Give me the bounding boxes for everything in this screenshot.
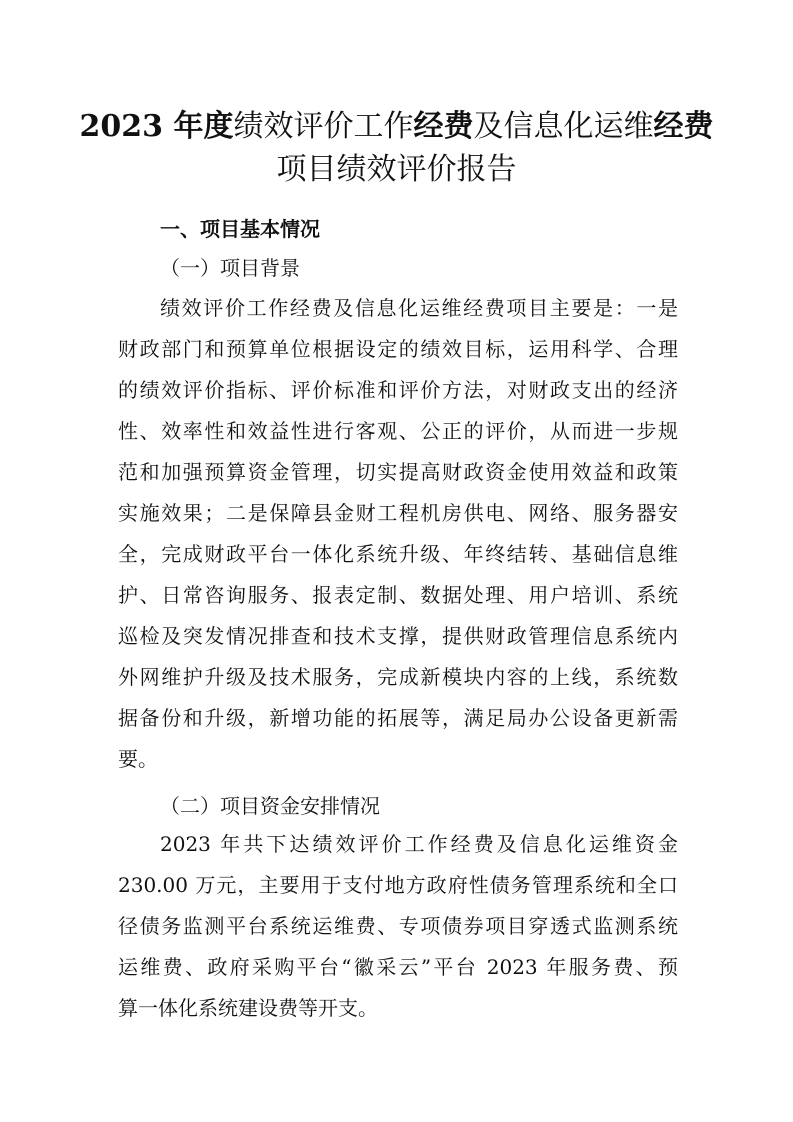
paragraph-line: 算一体化系统建设费等开支。 bbox=[118, 996, 378, 1020]
title-segment-bold: 经费 bbox=[653, 109, 714, 144]
paragraph-line: 要。 bbox=[118, 747, 158, 771]
paragraph-line: 的绩效评价指标、评价标准和评价方法，对财政支出的经济 bbox=[118, 378, 678, 402]
paragraph-line: 径债务监测平台系统运维费、专项债券项目穿透式监测系统 bbox=[118, 914, 678, 938]
paragraph-line: 性、效率性和效益性进行客观、公正的评价，从而进一步规 bbox=[118, 419, 678, 443]
paragraph-line: 绩效评价工作经费及信息化运维经费项目主要是：一是 bbox=[160, 296, 678, 320]
paragraph-line: 巡检及突发情况排查和技术支撑，提供财政管理信息系统内 bbox=[118, 624, 678, 648]
title-segment: 及信息化运维 bbox=[473, 109, 654, 144]
paragraph-line: 实施效果；二是保障县金财工程机房供电、网络、服务器安 bbox=[118, 501, 678, 525]
subsection-heading: （一）项目背景 bbox=[160, 256, 300, 280]
paragraph-line: 2023 年共下达绩效评价工作经费及信息化运维资金 bbox=[160, 832, 678, 856]
title-segment: 绩效评价工作 bbox=[233, 109, 414, 144]
title-year: 2023 年度 bbox=[79, 109, 234, 144]
paragraph-line: 运维费、政府采购平台“徽采云”平台 2023 年服务费、预 bbox=[118, 955, 678, 979]
paragraph-line: 据备份和升级，新增功能的拓展等，满足局办公设备更新需 bbox=[118, 706, 678, 730]
section-heading: 一、项目基本情况 bbox=[160, 217, 320, 241]
paragraph-line: 外网维护升级及技术服务，完成新模块内容的上线，系统数 bbox=[118, 665, 678, 689]
paragraph-funding bbox=[118, 824, 678, 1029]
paragraph-background bbox=[118, 288, 678, 780]
paragraph-line: 230.00 万元，主要用于支付地方政府性债务管理系统和全口 bbox=[118, 873, 678, 897]
paragraph-line: 财政部门和预算单位根据设定的绩效目标，运用科学、合理 bbox=[118, 337, 678, 361]
subsection-heading: （二）项目资金安排情况 bbox=[160, 794, 380, 818]
paragraph-line: 全，完成财政平台一体化系统升级、年终结转、基础信息维 bbox=[118, 542, 678, 566]
paragraph-line: 范和加强预算资金管理，切实提高财政资金使用效益和政策 bbox=[118, 460, 678, 484]
report-title-line-2: 项目绩效评价报告 bbox=[276, 152, 517, 187]
paragraph-line: 护、日常咨询服务、报表定制、数据处理、用户培训、系统 bbox=[118, 583, 678, 607]
title-segment-bold: 经费 bbox=[413, 109, 474, 144]
report-title-line-1 bbox=[0, 110, 793, 144]
